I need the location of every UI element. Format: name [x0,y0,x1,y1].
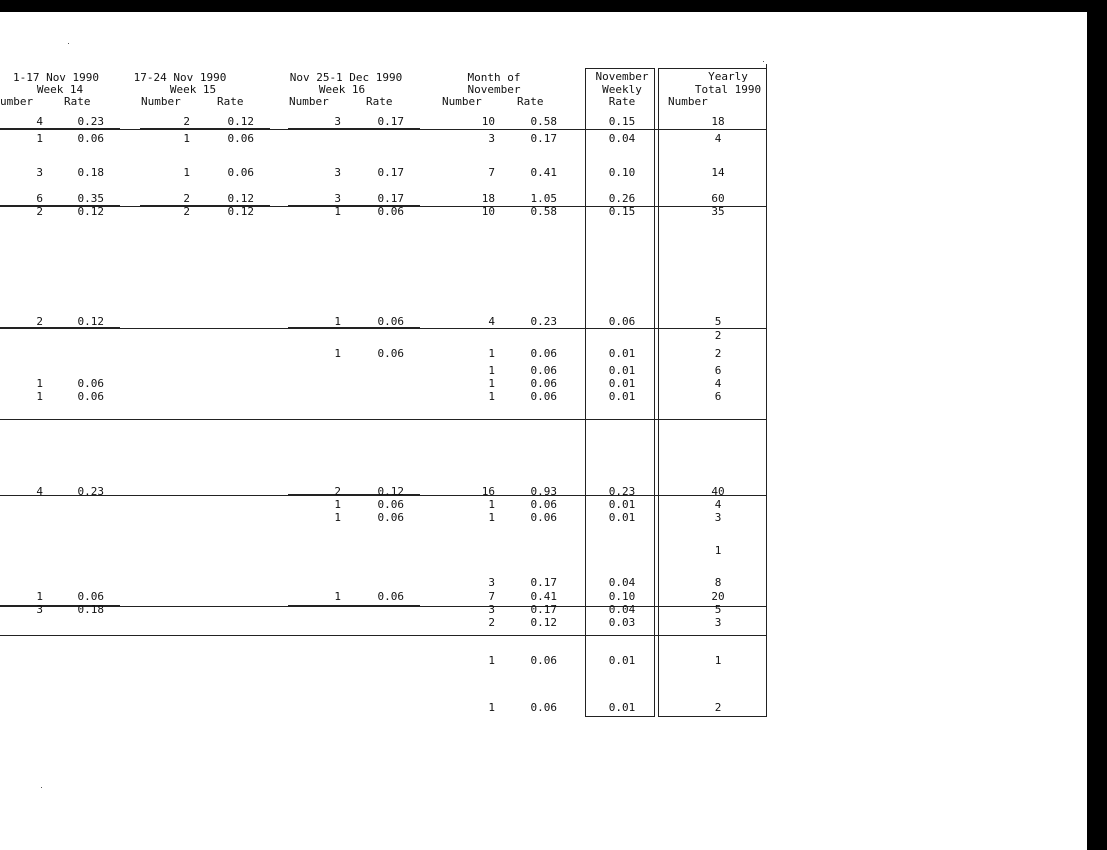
cell-w15r: 0.12 [227,115,254,128]
col2-number-label: Number [141,95,181,108]
cell-yr: 5 [714,315,722,328]
cell-mr: 0.06 [530,377,557,390]
cell-yr: 20 [711,590,725,603]
cell-mr: 0.93 [530,485,557,498]
cell-mn: 1 [488,364,495,377]
document-page [0,12,1087,850]
cell-w14r: 0.06 [77,132,104,145]
cell-w14n: 2 [36,315,43,328]
cell-wk: 0.23 [608,485,636,498]
col3-rate-label: Rate [366,95,393,108]
col1-number-label: umber [0,95,34,108]
cell-mr: 0.58 [530,205,557,218]
cell-w16n: 1 [334,205,341,218]
cell-w16n: 1 [334,347,341,360]
weekly-rate-left-border [585,68,586,717]
col5-header-line3: Rate [608,95,636,108]
cell-yr: 60 [711,192,725,205]
yearly-box-top [658,68,767,69]
cell-w16n: 3 [334,192,341,205]
cell-mn: 1 [488,701,495,714]
cell-mr: 0.06 [530,347,557,360]
cell-w14r: 0.06 [77,590,104,603]
table-bottom-border [658,716,767,717]
cell-mn: 1 [488,390,495,403]
cell-mn: 3 [488,576,495,589]
col3-header-line2: Week 16 [318,83,366,96]
cell-yr: 8 [714,576,722,589]
cell-yr: 40 [711,485,725,498]
cell-mr: 0.06 [530,390,557,403]
col4-header-line2: November [467,83,521,96]
cell-w16n: 3 [334,166,341,179]
cell-wk: 0.04 [608,132,636,145]
cell-w16r: 0.06 [377,205,404,218]
cell-mn: 18 [481,192,495,205]
cell-mn: 3 [488,132,495,145]
cell-w14r: 0.23 [77,485,104,498]
cell-mn: 7 [488,590,495,603]
col2-header-line2: Week 15 [169,83,217,96]
cell-mr: 0.23 [530,315,557,328]
cell-w14n: 2 [36,205,43,218]
cell-yr: 3 [714,616,722,629]
cell-yr: 35 [711,205,725,218]
cell-mn: 2 [488,616,495,629]
cell-w14n: 6 [36,192,43,205]
cell-w16n: 1 [334,498,341,511]
speck [68,43,69,44]
table-bottom-border [585,716,655,717]
group-divider [0,606,767,607]
cell-mr: 0.58 [530,115,557,128]
cell-mn: 4 [488,315,495,328]
cell-w15n: 2 [183,192,190,205]
cell-yr: 6 [714,364,722,377]
cell-wk: 0.06 [608,315,636,328]
weekly-rate-box-top [585,68,655,69]
yearly-left-border [658,68,659,717]
col1-header-line2: Week 14 [36,83,84,96]
col6-header-line1: Yearly [708,70,748,83]
cell-yr: 2 [714,329,722,342]
cell-w14n: 1 [36,590,43,603]
cell-wk: 0.04 [608,576,636,589]
cell-mn: 1 [488,511,495,524]
col3-number-label: Number [289,95,329,108]
cell-w16r: 0.06 [377,590,404,603]
cell-wk: 0.01 [608,390,636,403]
cell-yr: 3 [714,511,722,524]
cell-mr: 1.05 [530,192,557,205]
cell-mr: 0.06 [530,701,557,714]
cell-yr: 14 [711,166,725,179]
cell-w16r: 0.06 [377,511,404,524]
col6-number-label: Number [668,95,708,108]
cell-wk: 0.01 [608,364,636,377]
cell-w14n: 3 [36,603,43,616]
cell-w14n: 4 [36,115,43,128]
cell-w16r: 0.06 [377,315,404,328]
cell-yr: 5 [714,603,722,616]
cell-w14n: 4 [36,485,43,498]
col3-header-line1: Nov 25-1 Dec 1990 [289,71,403,84]
cell-mr: 0.41 [530,166,557,179]
group-divider [0,419,767,420]
cell-wk: 0.01 [608,654,636,667]
cell-w15r: 0.06 [227,166,254,179]
cell-w16r: 0.06 [377,347,404,360]
cell-wk: 0.01 [608,347,636,360]
cell-yr: 4 [714,377,722,390]
cell-w14r: 0.12 [77,205,104,218]
cell-w14r: 0.12 [77,315,104,328]
cell-w15n: 1 [183,166,190,179]
cell-w16n: 2 [334,485,341,498]
group-divider [0,635,767,636]
col2-header-line1: 17-24 Nov 1990 [133,71,227,84]
cell-w14r: 0.06 [77,377,104,390]
cell-mr: 0.06 [530,364,557,377]
cell-w16n: 1 [334,511,341,524]
cell-w14r: 0.35 [77,192,104,205]
cell-mn: 1 [488,377,495,390]
cell-wk: 0.01 [608,701,636,714]
cell-yr: 18 [711,115,725,128]
cell-w16n: 3 [334,115,341,128]
cell-wk: 0.10 [608,166,636,179]
cell-w16r: 0.17 [377,115,404,128]
cell-w15r: 0.12 [227,192,254,205]
cell-yr: 1 [714,544,722,557]
cell-w15n: 2 [183,115,190,128]
cell-w16r: 0.06 [377,498,404,511]
col6-header-line2: Total 1990 [694,83,762,96]
cell-mr: 0.41 [530,590,557,603]
speck [763,61,764,62]
cell-wk: 0.15 [608,205,636,218]
col5-header-line2: Weekly [602,83,642,96]
cell-w16n: 1 [334,315,341,328]
cell-yr: 6 [714,390,722,403]
cell-w14n: 1 [36,132,43,145]
col4-number-label: Number [442,95,482,108]
cell-mn: 1 [488,347,495,360]
group-divider [0,129,767,130]
cell-mr: 0.17 [530,603,557,616]
cell-mn: 1 [488,654,495,667]
yearly-right-border [766,64,767,717]
cell-mn: 3 [488,603,495,616]
cell-w14r: 0.18 [77,166,104,179]
cell-mn: 7 [488,166,495,179]
cell-yr: 2 [714,701,722,714]
cell-w16r: 0.12 [377,485,404,498]
cell-mr: 0.12 [530,616,557,629]
cell-mr: 0.06 [530,511,557,524]
col4-rate-label: Rate [517,95,544,108]
cell-mr: 0.06 [530,654,557,667]
cell-mr: 0.17 [530,576,557,589]
col4-header-line1: Month of [467,71,521,84]
col1-rate-label: Rate [64,95,91,108]
cell-yr: 4 [714,132,722,145]
cell-w15r: 0.06 [227,132,254,145]
cell-w14n: 1 [36,377,43,390]
col2-rate-label: Rate [217,95,244,108]
cell-mr: 0.06 [530,498,557,511]
cell-wk: 0.03 [608,616,636,629]
cell-yr: 4 [714,498,722,511]
cell-mn: 10 [481,205,495,218]
cell-w14n: 3 [36,166,43,179]
cell-w15r: 0.12 [227,205,254,218]
speck [41,787,42,788]
cell-yr: 1 [714,654,722,667]
cell-w15n: 1 [183,132,190,145]
group-divider [0,328,767,329]
cell-w14r: 0.18 [77,603,104,616]
cell-w14r: 0.06 [77,390,104,403]
cell-w16n: 1 [334,590,341,603]
cell-w16r: 0.17 [377,166,404,179]
weekly-rate-right-border [654,68,655,717]
cell-wk: 0.10 [608,590,636,603]
cell-wk: 0.26 [608,192,636,205]
cell-wk: 0.15 [608,115,636,128]
cell-wk: 0.01 [608,498,636,511]
cell-mn: 1 [488,498,495,511]
col5-header-line1: November [595,70,649,83]
cell-wk: 0.04 [608,603,636,616]
cell-mn: 10 [481,115,495,128]
cell-mr: 0.17 [530,132,557,145]
col1-header-line1: 1-17 Nov 1990 [12,71,100,84]
cell-wk: 0.01 [608,511,636,524]
cell-w15n: 2 [183,205,190,218]
cell-mn: 16 [481,485,495,498]
cell-w14n: 1 [36,390,43,403]
cell-yr: 2 [714,347,722,360]
cell-wk: 0.01 [608,377,636,390]
cell-w16r: 0.17 [377,192,404,205]
cell-w14r: 0.23 [77,115,104,128]
